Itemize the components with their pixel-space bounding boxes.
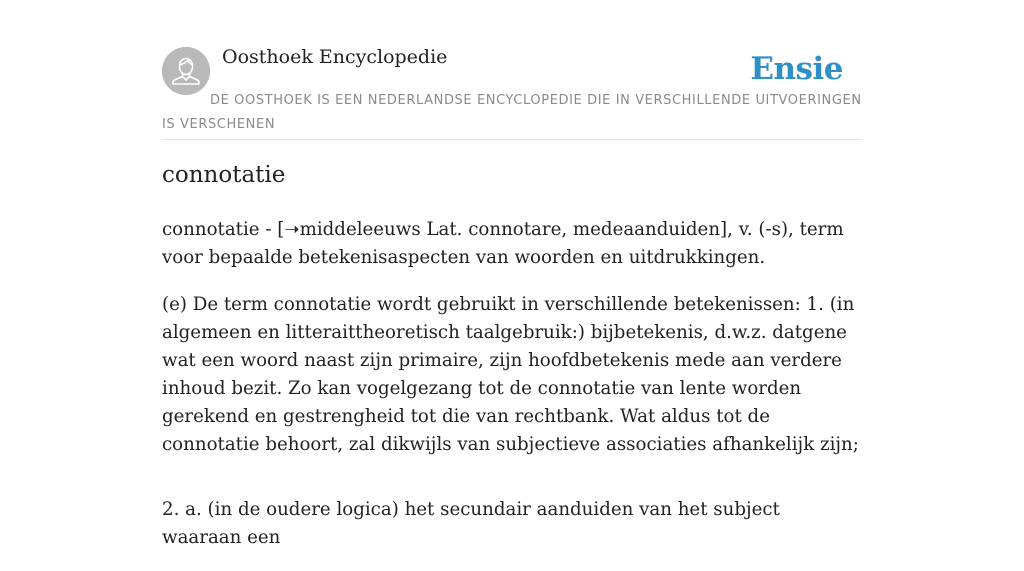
entry-paragraph: connotatie - [➝middeleeuws Lat. connotare, medeaanduiden], v. (-s), term voor bepaalde betekenisaspecten van woorden en uitdrukkingen. <box>162 219 844 268</box>
entry-title: connotatie <box>162 162 286 188</box>
source-header <box>162 0 862 140</box>
source-name[interactable]: Oosthoek Encyclopedie <box>222 46 448 68</box>
page-container <box>162 0 862 548</box>
ensie-logo[interactable]: Ensie <box>750 51 843 87</box>
user-icon[interactable] <box>162 47 210 95</box>
entry-paragraph: (e) De term connotatie wordt gebruikt in verschillende betekenissen: 1. (in algemeen en litteraittheoretisch taalgebruik:) bijbetekenis, d.w.z. datgene wat een woord naast zijn primaire, zijn hoofdbetekenis mede aan verdere inhoud bezit. Zo kan vogelgezang tot de connotatie van lente worden gerekend en gestrengheid tot die van rechtbank. Wat aldus tot de connotatie behoort, zal dikwijls van subjectieve associaties afhankelijk zijn; <box>162 294 859 455</box>
entry-paragraph: 2. a. (in de oudere logica) het secundair aanduiden van het subject waaraan een <box>162 499 780 548</box>
source-description: DE OOSTHOEK IS EEN NEDERLANDSE ENCYCLOPEDIE DIE IN VERSCHILLENDE UITVOERINGEN IS VERSCHENEN <box>162 93 862 132</box>
entry-body <box>162 216 862 571</box>
